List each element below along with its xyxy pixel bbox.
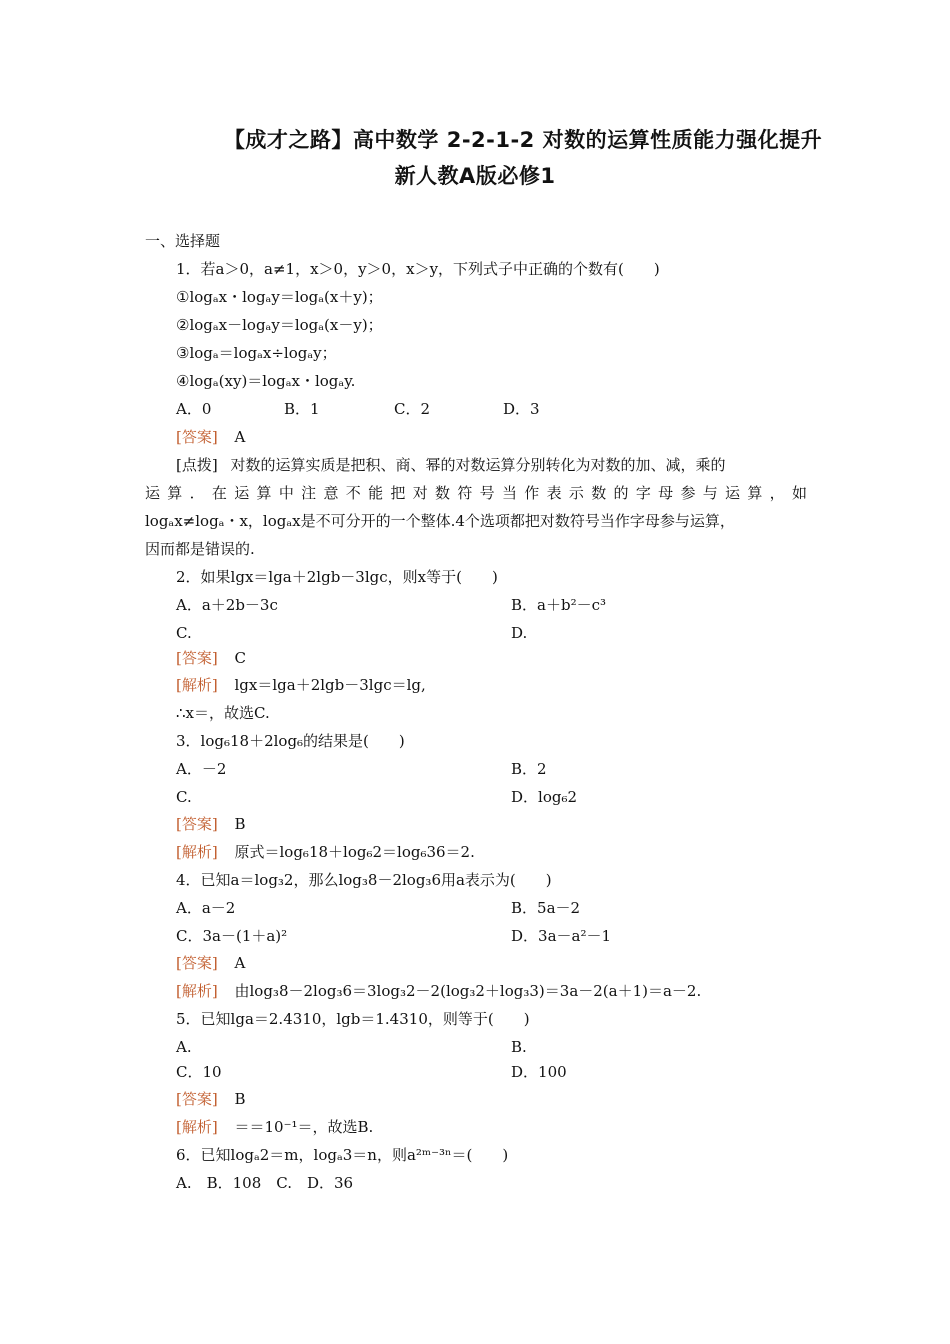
analysis-text-line-2: ∴x＝，故选C. bbox=[176, 704, 270, 722]
question-2-option-c: C. bbox=[176, 624, 192, 642]
question-2-analysis bbox=[176, 673, 426, 697]
answer-tag: [答案] bbox=[176, 428, 218, 446]
question-4-answer bbox=[176, 951, 245, 975]
analysis-tag: [解析] bbox=[176, 982, 218, 1000]
question-3-analysis bbox=[176, 840, 475, 864]
answer-value: B bbox=[234, 1090, 246, 1108]
analysis-text-line-1: ＝＝10⁻¹＝，故选B. bbox=[234, 1118, 374, 1136]
question-4-analysis bbox=[176, 979, 701, 1003]
answer-value: A bbox=[234, 954, 246, 972]
question-4-stem: 4．已知a＝log₃2，那么log₃8－2log₃6用a表示为( ) bbox=[176, 871, 552, 889]
question-6-stem: 6．已知logₐ2＝m，logₐ3＝n，则a²ᵐ⁻³ⁿ＝( ) bbox=[176, 1146, 509, 1164]
question-2-option-d: D. bbox=[511, 624, 528, 642]
question-5-option-a: A. bbox=[176, 1038, 192, 1056]
analysis-tag: [解析] bbox=[176, 1118, 218, 1136]
question-5-option-d: D．100 bbox=[511, 1063, 567, 1081]
analysis-text-line-1: 原式＝log₆18＋log₆2＝log₆36＝2. bbox=[234, 843, 475, 861]
question-2-option-a: A．a＋2b－3c bbox=[176, 596, 278, 614]
question-5-stem: 5．已知lga＝2.4310，lgb＝1.4310，则等于( ) bbox=[176, 1010, 530, 1028]
analysis-text-line-1: lgx＝lga＋2lgb－3lgc＝lg, bbox=[234, 676, 426, 694]
hint-text-line-4: 因而都是错误的. bbox=[145, 540, 255, 558]
question-1-hint bbox=[176, 453, 726, 477]
question-1-option-b: B．1 bbox=[284, 400, 320, 418]
question-1-option-d: D．3 bbox=[503, 400, 540, 418]
analysis-tag: [解析] bbox=[176, 676, 218, 694]
question-1-statement-3: ③logₐ＝logₐx÷logₐy； bbox=[176, 344, 337, 362]
question-5-option-c: C．10 bbox=[176, 1063, 222, 1081]
hint-tag: [点拨] bbox=[176, 456, 218, 474]
question-5-answer bbox=[176, 1087, 246, 1111]
question-1-statement-1: ①logₐx・logₐy＝logₐ(x＋y)； bbox=[176, 288, 383, 306]
answer-value: B bbox=[234, 815, 246, 833]
question-2-stem: 2．如果lgx＝lga＋2lgb－3lgc，则x等于( ) bbox=[176, 568, 498, 586]
document-title-line-1: 【成才之路】高中数学 2-2-1-2 对数的运算性质能力强化提升 bbox=[223, 128, 823, 152]
answer-tag: [答案] bbox=[176, 954, 218, 972]
question-2-answer bbox=[176, 646, 246, 670]
section-heading: 一、选择题 bbox=[145, 232, 221, 250]
answer-value: A bbox=[234, 428, 246, 446]
question-5-option-b: B. bbox=[511, 1038, 527, 1056]
answer-tag: [答案] bbox=[176, 1090, 218, 1108]
question-4-option-b: B．5a－2 bbox=[511, 899, 581, 917]
question-1-statement-4: ④logₐ(xy)＝logₐx・logₐy. bbox=[176, 372, 356, 390]
question-3-answer bbox=[176, 812, 246, 836]
answer-tag: [答案] bbox=[176, 649, 218, 667]
question-6-options: A. B．108 C. D．36 bbox=[176, 1174, 354, 1192]
question-3-option-a: A．－2 bbox=[176, 760, 227, 778]
hint-text-line-2: 运算．在运算中注意不能把对数符号当作表示数的字母参与运算，如 bbox=[145, 484, 807, 502]
question-4-option-a: A．a－2 bbox=[176, 899, 236, 917]
question-1-option-a: A．0 bbox=[176, 400, 212, 418]
question-4-option-d: D．3a－a²－1 bbox=[511, 927, 612, 945]
question-4-option-c: C．3a－(1＋a)² bbox=[176, 927, 288, 945]
question-3-option-c: C. bbox=[176, 788, 192, 806]
analysis-tag: [解析] bbox=[176, 843, 218, 861]
question-5-analysis bbox=[176, 1115, 373, 1139]
question-3-option-d: D．log₆2 bbox=[511, 788, 578, 806]
hint-text-line-3: logₐx≠logₐ・x，logₐx是不可分开的一个整体.4个选项都把对数符号当作字母参与运算， bbox=[145, 512, 735, 530]
question-1-stem: 1．若a＞0，a≠1，x＞0，y＞0，x＞y，下列式子中正确的个数有( ) bbox=[176, 260, 660, 278]
question-1-option-c: C．2 bbox=[394, 400, 431, 418]
question-1-statement-2: ②logₐx－logₐy＝logₐ(x－y)； bbox=[176, 316, 383, 334]
analysis-text-line-1: 由log₃8－2log₃6＝3log₃2－2(log₃2＋log₃3)＝3a－2(a＋1)＝a－2. bbox=[234, 982, 702, 1000]
question-2-option-b: B．a＋b²－c³ bbox=[511, 596, 606, 614]
answer-tag: [答案] bbox=[176, 815, 218, 833]
document-title-line-2: 新人教A版必修1 bbox=[394, 164, 556, 188]
hint-text-line-1: 对数的运算实质是把积、商、幂的对数运算分别转化为对数的加、减，乘的 bbox=[230, 456, 726, 474]
answer-value: C bbox=[234, 649, 246, 667]
question-3-stem: 3．log₆18＋2log₆的结果是( ) bbox=[176, 732, 405, 750]
question-3-option-b: B．2 bbox=[511, 760, 547, 778]
question-1-answer bbox=[176, 425, 245, 449]
